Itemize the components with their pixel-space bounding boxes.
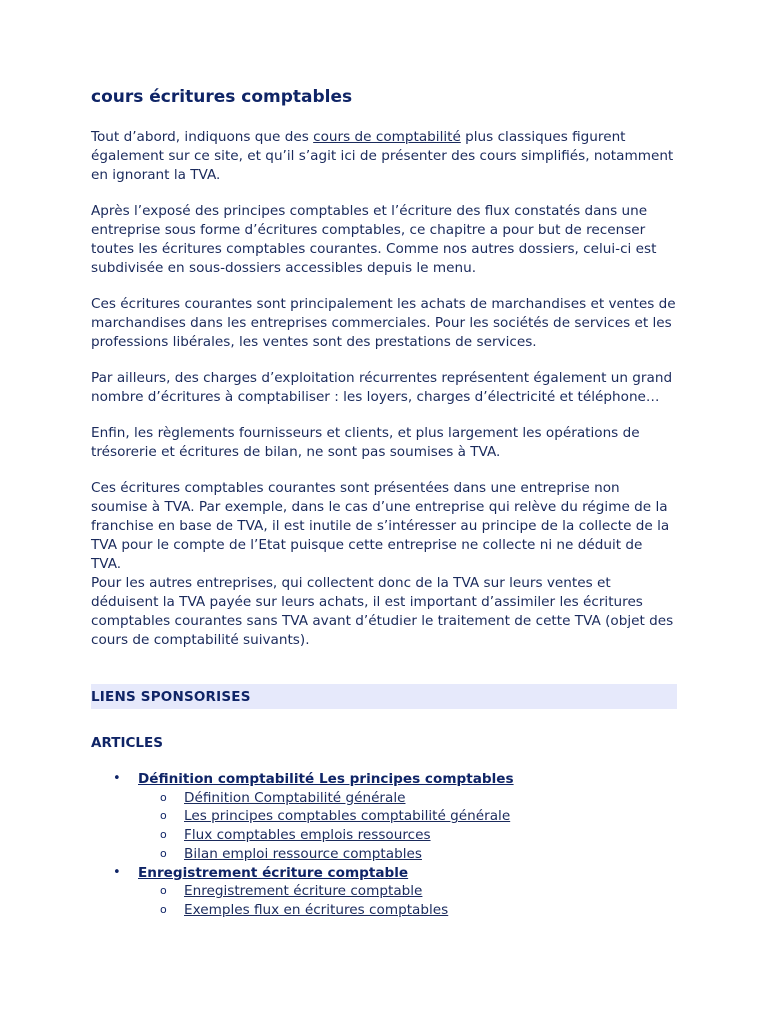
list-item [160,901,676,920]
bullet-dot-icon: • [113,864,121,880]
sub-articles-list [138,789,676,864]
page-title: cours écritures comptables [91,87,353,107]
article-link-enregistrement[interactable]: Enregistrement écriture comptable [138,864,409,881]
articles-heading: ARTICLES [91,735,163,751]
list-item [160,882,676,901]
paragraph: Ces écritures comptables courantes sont présentées dans une entreprise non soumise à TVA. Par exemple, dans le cas d’une entreprise qui relève du régime de la franchise en base de TVA, il est inutile de s’intéresser au principe de la collecte de la TVA pour le compte de l’Etat puisque cette entreprise ne collecte ni ne déduit de TVA. [91,480,670,572]
cours-comptabilite-link[interactable]: cours de comptabilité [313,129,461,145]
list-item [113,864,676,920]
article-link[interactable]: Flux comptables emplois ressources [184,827,431,844]
list-item [113,770,676,864]
bullet-circle-icon: o [160,809,167,823]
bullet-circle-icon: o [160,790,167,804]
bullet-circle-icon: o [160,846,167,860]
list-item [160,826,676,845]
articles-list [91,770,676,920]
bullet-circle-icon: o [160,902,167,916]
article-link[interactable]: Enregistrement écriture comptable [184,883,423,900]
paragraph: Après l’exposé des principes comptables et l’écriture des flux constatés dans une entreprise sous forme d’écritures comptables, ce chapitre a pour but de recenser toutes les écritures comptables courantes. Comme nos autres dossiers, celui-ci est subdivisée en sous-dossiers accessibles depuis le menu. [91,203,657,276]
sponsored-links-bar [91,684,677,709]
list-item [160,845,676,864]
list-item [160,807,676,826]
article-link[interactable]: Bilan emploi ressource comptables [184,845,422,862]
sponsored-links-label: LIENS SPONSORISES [91,688,251,705]
intro-text-before: Tout d’abord, indiquons que des [91,129,314,145]
intro-text-after: plus classiques figurent également sur ce site, et qu’il s’agit ici de présenter des cours simplifiés, notamment en ignorant la TVA. [91,129,674,183]
article-link[interactable]: Exemples flux en écritures comptables [184,901,449,918]
article-link[interactable]: Les principes comptables comptabilité générale [184,808,511,825]
bullet-circle-icon: o [160,828,167,842]
bullet-circle-icon: o [160,884,167,898]
list-item [160,789,676,808]
bullet-dot-icon: • [113,771,121,786]
paragraph: Ces écritures courantes sont principalement les achats de marchandises et ventes de marchandises dans les entreprises commerciales. Pour les sociétés de services et les professions libérales, les ventes sont des prestations de services. [91,296,676,350]
paragraph: Par ailleurs, des charges d’exploitation récurrentes représentent également un grand nombre d’écritures à comptabiliser : les loyers, charges d’électricité et téléphone… [91,370,673,405]
article-link-principes[interactable]: Définition comptabilité Les principes comptables [138,771,514,787]
intro-paragraph [91,128,676,185]
paragraph: Pour les autres entreprises, qui collectent donc de la TVA sur leurs ventes et déduisent la TVA payée sur leurs achats, il est important d’assimiler les écritures comptables courantes sans TVA avant d’étudier le traitement de cette TVA (objet des cours de comptabilité suivants). [91,575,674,648]
paragraph: Enfin, les règlements fournisseurs et clients, et plus largement les opérations de trésorerie et écritures de bilan, ne sont pas soumises à TVA. [91,425,640,460]
article-link[interactable]: Définition Comptabilité générale [184,789,406,806]
sub-articles-list [138,882,676,920]
